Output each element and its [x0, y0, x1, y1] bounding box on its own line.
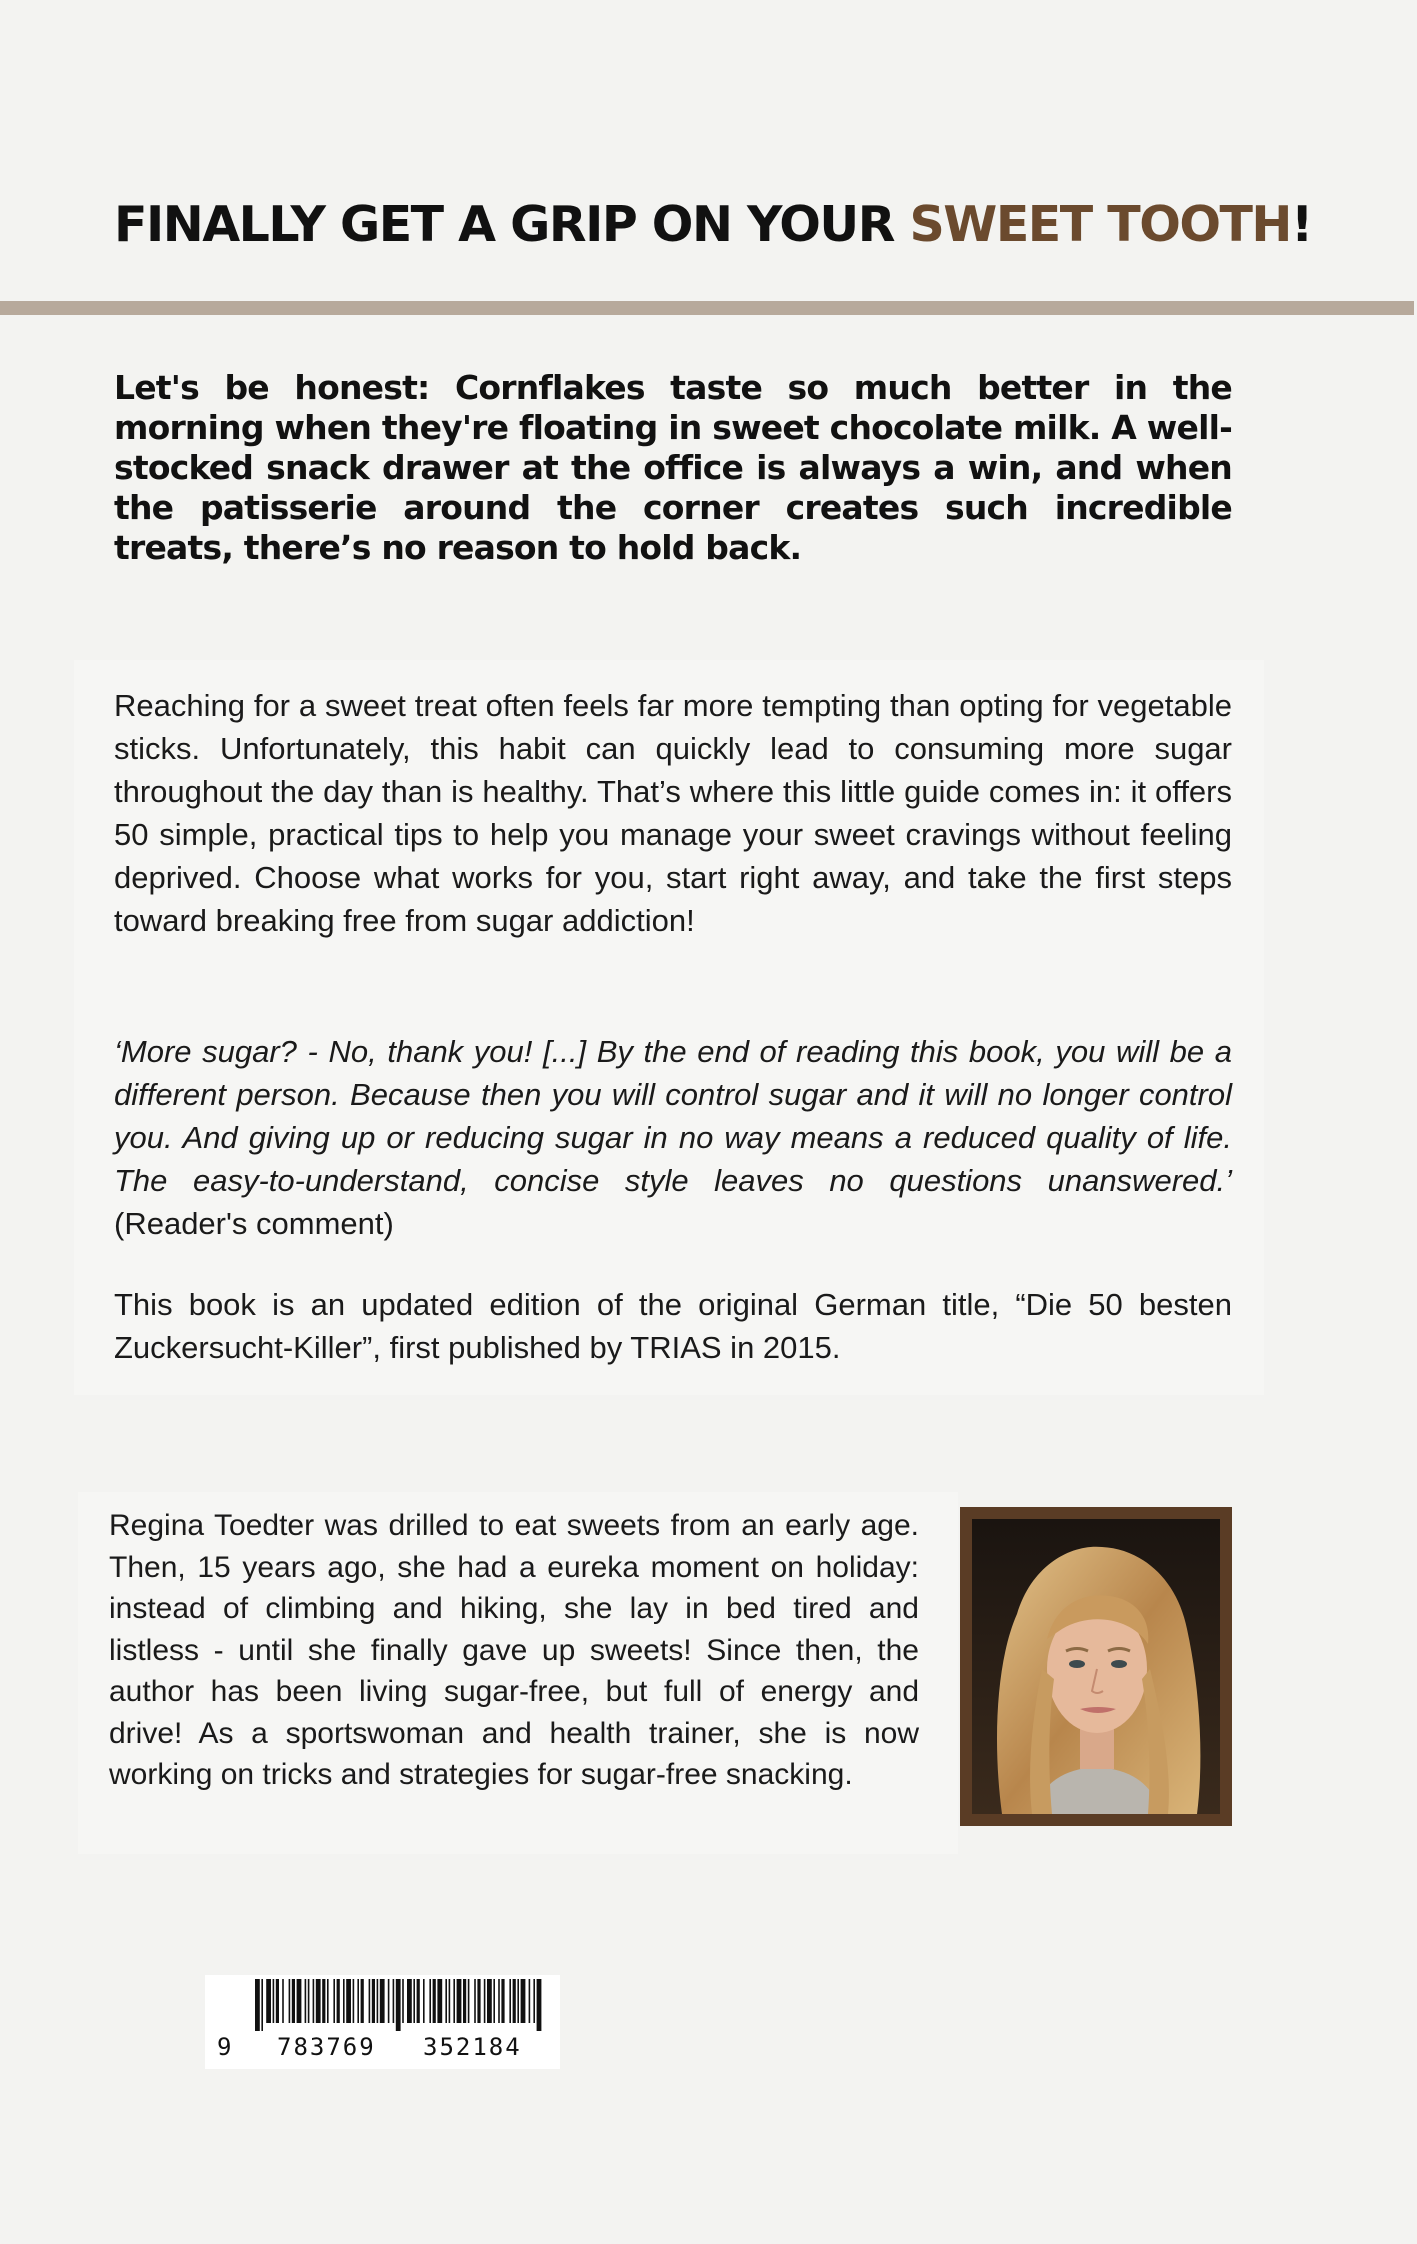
barcode-bar [423, 1979, 425, 2023]
barcode-bar [266, 1979, 271, 2023]
barcode-bar [533, 1979, 535, 2023]
barcode-bar [449, 1979, 451, 2023]
barcode-bar [261, 1979, 263, 2031]
barcode-bar [346, 1979, 351, 2023]
barcode-bar [517, 1979, 519, 2023]
barcode-bar [369, 1979, 371, 2023]
barcode-bar [372, 1979, 375, 2023]
barcode-bar [377, 1979, 379, 2023]
barcode-bar [509, 1979, 511, 2023]
barcode-bar [353, 1979, 355, 2023]
barcode-bar [445, 1979, 447, 2023]
edition-note: This book is an updated edition of the original German title, “Die 50 besten Zuckersucht-Killer”, first published by TRIAS in 2015. [114, 1287, 1232, 1365]
barcode-bar [498, 1979, 500, 2023]
barcode-bar [402, 1979, 404, 2023]
barcode-bar [513, 1979, 516, 2023]
barcode-bar [305, 1979, 307, 2023]
barcode-bar [337, 1979, 340, 2023]
barcode-bar [407, 1979, 412, 2023]
barcode-right-digits: 352184 [423, 2033, 522, 2061]
barcode-bar [313, 1979, 315, 2023]
barcode-bar [308, 1979, 310, 2023]
quote-text: ‘More sugar? - No, thank you! [...] By the end of reading this book, you will be a different person. Because then you will control sugar and it will no longer control you. And giving up or reducing sugar in no way means a reduced quality of life. The easy-to-understand, concise style leaves no questions unanswered.’ [114, 1034, 1232, 1198]
author-bio: Regina Toedter was drilled to eat sweets from an early age. Then, 15 years ago, she had a eureka moment on holiday: instead of climbing and hiking, she lay in bed tired and listless - until she finally gave up sweets! Since then, the author has been living sugar-free, but full of energy and drive! As a sportswoman and health trainer, she is now working on tricks and strategies for sugar-free snacking. [109, 1509, 919, 1791]
barcode-bar [388, 1979, 390, 2023]
barcode-bar [322, 1979, 325, 2023]
intro-paragraph: Let's be honest: Cornflakes taste so much better in the morning when they're floating in sweet chocolate milk. A well-stocked snack drawer at the office is always a win, and when the patisserie around the corner creates such incredible treats, there’s no reason to hold back. [114, 368, 1232, 567]
headline-end: ! [1290, 196, 1312, 253]
barcode-bar [361, 1979, 364, 2023]
barcode-bar [493, 1979, 495, 2023]
barcode-bar [521, 1979, 526, 2023]
reader-quote [114, 1030, 1232, 1245]
barcode-left-digits: 783769 [277, 2033, 376, 2061]
barcode-bar [380, 1979, 385, 2023]
barcode-bar [474, 1979, 476, 2023]
isbn-barcode [205, 1975, 560, 2069]
headline [114, 196, 1312, 253]
barcode-bars [205, 1975, 560, 2031]
barcode-bar [273, 1979, 275, 2023]
barcode-bar [327, 1979, 329, 2023]
barcode-bar [297, 1979, 302, 2023]
barcode-bar [463, 1979, 466, 2023]
author-portrait-image [972, 1519, 1220, 1814]
barcode-bar [468, 1979, 470, 2023]
barcode-bar [292, 1979, 295, 2023]
barcode-bar [433, 1979, 436, 2023]
quote-attribution: (Reader's comment) [114, 1206, 394, 1241]
barcode-bar [393, 1979, 395, 2023]
description-paragraph: Reaching for a sweet treat often feels far more tempting than opting for vegetable sticks. Unfortunately, this habit can quickly lead to consuming more sugar throughout the day than is healthy. That’s where this little guide comes in: it offers 50 simple, practical tips to help you manage your sweet cravings without feeling deprived. Choose what works for you, start right away, and take the first steps toward breaking free from sugar addiction! [114, 688, 1232, 938]
barcode-bar [529, 1979, 531, 2023]
barcode-bar [437, 1979, 442, 2023]
barcode-bar [453, 1979, 455, 2023]
barcode-bar [537, 1979, 542, 2031]
barcode-bar [457, 1979, 462, 2023]
barcode-bar [282, 1979, 284, 2023]
barcode-bar [487, 1979, 492, 2023]
barcode-bar [413, 1979, 415, 2023]
divider-rule [0, 301, 1414, 315]
barcode-bar [343, 1979, 345, 2023]
barcode-bar [484, 1979, 486, 2023]
barcode-bar [276, 1979, 279, 2023]
barcode-bar [289, 1979, 291, 2023]
author-photo [960, 1507, 1232, 1826]
barcode-bar [316, 1979, 321, 2023]
barcode-bar [255, 1979, 260, 2031]
barcode-bar [501, 1979, 504, 2023]
headline-accent: SWEET TOOTH [909, 196, 1291, 253]
barcode-bar [429, 1979, 431, 2023]
barcode-lead-digit: 9 [217, 2033, 234, 2061]
barcode-bar [357, 1979, 359, 2023]
barcode-bar [333, 1979, 335, 2023]
barcode-bar [417, 1979, 420, 2023]
headline-main: FINALLY GET A GRIP ON YOUR [114, 196, 910, 253]
barcode-bar [477, 1979, 480, 2023]
barcode-bar [396, 1979, 401, 2031]
